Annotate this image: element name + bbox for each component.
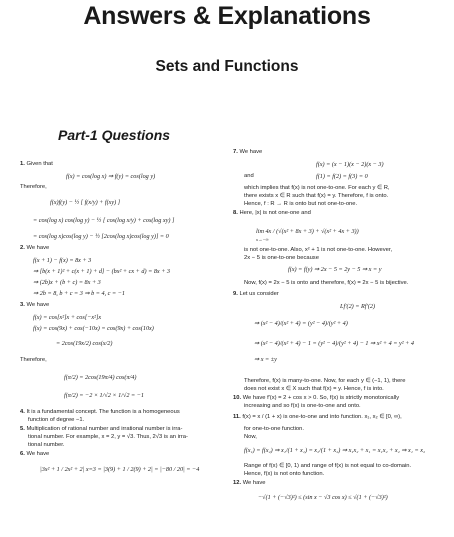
q11-text5: Hence, f(x) is not onto function.	[244, 471, 325, 477]
q7-label: We have	[239, 149, 263, 155]
q1-eq4: = cos(log x)cos(log y) − ½ [2cos(log x)cos(log y)] = 0	[33, 233, 169, 240]
q7-text2: there exists x ∈ R such that f(x) = y. Therefore, f is onto.	[244, 193, 389, 199]
q2-label: We have	[26, 245, 50, 251]
q7-text1: which implies that f(x) is not one-to-one. For each y ∈ R,	[244, 185, 390, 191]
q2-number: 2.	[20, 245, 25, 251]
q7-eq2: f(1) = f(2) = f(3) = 0	[316, 173, 368, 180]
chapter-title: Sets and Functions	[155, 58, 299, 75]
q10-number: 10.	[233, 395, 242, 401]
q3-eq5: f(π/2) = −2 × 1/√2 × 1/√2 = −1	[64, 392, 144, 399]
q6-number: 6.	[20, 451, 25, 457]
q2-eq1: f(x + 1) − f(x) = 8x + 3	[33, 257, 92, 264]
q11-number: 11.	[233, 414, 241, 420]
q12-label: We have	[242, 480, 266, 486]
q9-eq3: ⇒ (x² − 4)/(x² + 4) − 1 = (y² − 4)/(y² + 4) − 1 ⇒ x² + 4 = y² + 4	[254, 340, 414, 347]
q7-number: 7.	[233, 149, 238, 155]
q3-number: 3.	[20, 302, 25, 308]
q12-eq1: −√(1 + (−√3)²) ≤ (sin x − √3 cos x) ≤ √(1 + (−√3)²)	[258, 494, 388, 501]
q10-text1: We have f′(x) = 2 + cos x > 0. So, f(x) is strictly monotonically	[242, 395, 400, 401]
page-title: Answers & Explanations	[83, 2, 371, 30]
q8-limit-sub: x→−∞	[256, 237, 269, 242]
q8-item	[233, 210, 311, 217]
q8-text3: 2x − 5 is one-to-one because	[244, 255, 319, 261]
q11-text1: f(x) = x / (1 + x) is one-to-one and into function. x₁, x₂ ∈ [0, ∞),	[242, 414, 402, 420]
q9-number: 9.	[233, 291, 238, 297]
q8-text1: Here, |x| is not one-one and	[239, 210, 311, 216]
q4-text1: It is a fundamental concept. The function is a homogeneous	[26, 409, 180, 415]
q2-item	[20, 245, 49, 252]
q2-eq4: ⇒ 2b = 8, b + c = 3 ⇒ b = 4, c = −1	[33, 290, 125, 297]
q1-eq2: f(x)f(y) − ½ [ f(x/y) + f(xy) ]	[50, 199, 121, 206]
q1-label: Given that	[26, 161, 53, 167]
q5-item	[20, 426, 182, 433]
q3-eq2: f(x) = cos(9x) + cos(−10x) = cos(9x) + cos(10x)	[33, 325, 154, 332]
q11-item	[233, 414, 402, 421]
q9-text2: does not exist x ∈ X such that f(x) = y. Hence, f is into.	[244, 386, 384, 392]
q9-label: Let us consider	[239, 291, 279, 297]
q4-item	[20, 409, 180, 416]
q5-number: 5.	[20, 426, 25, 432]
q9-eq1: Lf′(2) = Rf′(2)	[340, 303, 376, 310]
q10-item	[233, 395, 399, 402]
q7-text3: Hence, f : R → R is onto but not one-to-one.	[244, 201, 358, 207]
q12-number: 12.	[233, 480, 242, 486]
q9-eq4: ⇒ x = ±y	[254, 356, 277, 363]
q1-eq3: = cos(log x) cos(log y) − ½ [ cos(log x/y) + cos(log xy) ]	[33, 217, 175, 224]
q4-number: 4.	[20, 409, 25, 415]
q6-item	[20, 451, 49, 458]
q5-text3: tional number.	[28, 442, 65, 448]
q9-eq2: ⇒ (x² − 4)/(x² + 4) = (y² − 4)/(y² + 4)	[254, 320, 348, 327]
q11-text2: for one-to-one function.	[244, 426, 304, 432]
q5-text2: tional number. For example, x = 2, y = √3. Thus, 2√3 is an irra-	[28, 434, 188, 440]
q3-eq3: = 2cos(19x/2) cos(x/2)	[56, 340, 113, 347]
q2-eq3: ⇒ (2b)x + (b + c) = 8x + 3	[33, 279, 101, 286]
q5-text1: Multiplication of rational number and irrational number is irra-	[26, 426, 183, 432]
q3-eq4: f(π/2) = 2cos(19π/4) cos(π/4)	[64, 374, 137, 381]
part-heading: Part-1 Questions	[58, 127, 171, 143]
q2-eq2: ⇒ [b(x + 1)² + c(x + 1) + d] − (bx² + cx + d) = 8x + 3	[33, 268, 171, 275]
q12-item	[233, 480, 265, 487]
q7-eq1: f(x) = (x − 1)(x − 2)(x − 3)	[316, 161, 384, 168]
q10-text2: increasing and so f(x) is one-to-one and onto.	[244, 403, 361, 409]
q8-text2: is not one-to-one. Also, x² + 1 is not one-to-one. However,	[244, 247, 393, 253]
q8-limit: lim 4x / (√(x² + 8x + 3) + √(x² + 4x + 3))	[256, 228, 359, 235]
q11-text4: Range of f(x) ∈ [0, 1) and range of f(x) is not equal to co-domain.	[244, 463, 412, 469]
q1-therefore: Therefore,	[20, 184, 47, 190]
q7-item	[233, 149, 262, 156]
q3-eq1: f(x) = cos[x²]x + cos[−x²]x	[33, 314, 102, 321]
q11-eq1: f(x₁) = f(x₂) ⇒ x₁/(1 + x₁) = x₂/(1 + x₂) ⇒ x₁x₂ + x₁ = x₁x₂ + x₂ ⇒ x₁ = x₂	[244, 447, 426, 454]
q9-text1: Therefore, f(x) is many-to-one. Now, for each y ∈ (−1, 1), there	[244, 378, 406, 384]
q3-label: We have	[26, 302, 50, 308]
q4-text2: function of degree −1.	[28, 417, 85, 423]
q3-therefore: Therefore,	[20, 357, 47, 363]
q1-eq1: f(x) = cos(log x) ⇒ f(y) = cos(log y)	[66, 173, 156, 180]
q6-label: We have	[26, 451, 50, 457]
q1-item	[20, 161, 53, 168]
q3-item	[20, 302, 49, 309]
q1-number: 1.	[20, 161, 25, 167]
q11-text3: Now,	[244, 434, 257, 440]
q7-and: and	[244, 173, 254, 179]
q9-item	[233, 291, 279, 298]
q8-text4: Now, f(x) = 2x − 5 is onto and therefore, f(x) = 2x − 5 is bijective.	[244, 280, 409, 286]
q8-number: 8.	[233, 210, 238, 216]
q6-eq1: |3x² + 1 / 2x² + 2| x=3 = |3(9) + 1 / 2(9) + 2| = |−80 / 20| = −4	[40, 466, 200, 473]
q8-eq1: f(x) = f(y) ⇒ 2x − 5 = 2y − 5 ⇒ x = y	[288, 266, 382, 273]
